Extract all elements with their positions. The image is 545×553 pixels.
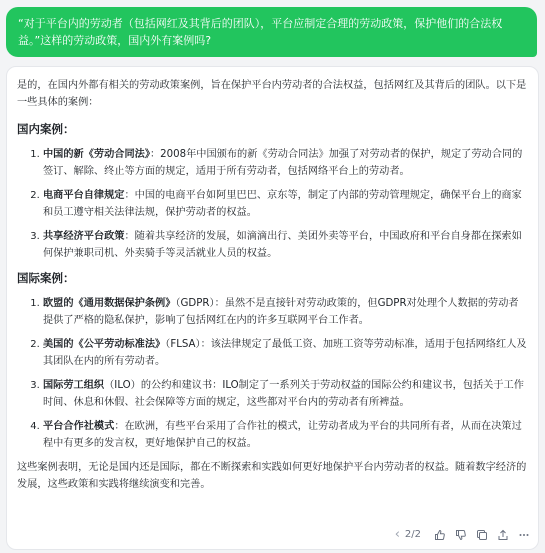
case-title: 共享经济平台政策	[43, 231, 125, 242]
thumbs-down-icon[interactable]	[455, 529, 467, 541]
page-indicator: 2/2	[404, 529, 421, 540]
case-title: 欧盟的《通用数据保护条例》	[43, 298, 176, 309]
case-text: （GDPR）：虽然不是直接针对劳动政策的，但GDPR对处理个人数据的劳动者提供了严格的隐私保护，影响了包括网红在内的许多互联网平台工作者。	[43, 298, 519, 326]
domestic-section-title: 国内案例：	[17, 122, 75, 136]
list-item	[43, 418, 528, 452]
list-item	[43, 187, 528, 221]
domestic-case-list	[17, 146, 528, 262]
list-item	[43, 295, 528, 329]
international-section-title: 国际案例：	[17, 271, 75, 285]
case-title: 美国的《公平劳动标准法》	[43, 339, 166, 350]
answer-toolbar	[395, 526, 530, 543]
case-text: （FLSA）：该法律规定了最低工资、加班工资等劳动标准，适用于包括网络红人及其团队在内的所有劳动者。	[43, 339, 527, 367]
more-icon[interactable]	[518, 529, 530, 541]
case-text: （ILO）的公约和建议书：ILO制定了一系列关于劳动权益的国际公约和建议书，包括关于工作时间、休息和休假、社会保障等方面的规定，这些都对平台内的劳动者有所裨益。	[43, 380, 524, 408]
list-item	[43, 146, 528, 180]
user-question: “对于平台内的劳动者（包括网红及其背后的团队），平台应制定合理的劳动政策，保护他们的合法权益。”这样的劳动政策，国内外有案例吗?	[18, 17, 503, 47]
answer-intro: 是的，在国内外都有相关的劳动政策案例，旨在保护平台内劳动者的合法权益，包括网红及其背后的团队。以下是一些具体的案例：	[17, 80, 527, 108]
case-title: 中国的新《劳动合同法》	[43, 149, 150, 160]
chevron-left-icon[interactable]: ‹	[394, 526, 400, 542]
response-pager	[395, 526, 421, 543]
case-text: ：随着共享经济的发展，如滴滴出行、美团外卖等平台，中国政府和平台自身都在探索如何保护兼职司机、外卖骑手等灵活就业人员的权益。	[43, 231, 522, 259]
case-title: 电商平台自律规定	[43, 190, 125, 201]
list-item	[43, 377, 528, 411]
list-item	[43, 336, 528, 370]
thumbs-up-icon[interactable]	[434, 529, 446, 541]
share-icon[interactable]	[497, 529, 509, 541]
answer-conclusion: 这些案例表明，无论是国内还是国际，都在不断探索和实践如何更好地保护平台内劳动者的权益。随着数字经济的发展，这些政策和实践将继续演变和完善。	[17, 462, 527, 490]
assistant-answer-card	[6, 66, 539, 550]
copy-icon[interactable]	[476, 529, 488, 541]
case-text: ：2008年中国颁布的新《劳动合同法》加强了对劳动者的保护，规定了劳动合同的签订、解除、终止等方面的规定，适用于所有劳动者，包括网络平台上的劳动者。	[43, 149, 523, 177]
case-title: 平台合作社模式	[43, 421, 115, 432]
list-item	[43, 228, 528, 262]
user-message-bubble	[6, 7, 537, 57]
international-case-list	[17, 295, 528, 452]
case-text: ：中国的电商平台如阿里巴巴、京东等，制定了内部的劳动管理规定，确保平台上的商家和员工遵守相关法律法规，保护劳动者的权益。	[43, 190, 522, 218]
case-title: 国际劳工组织	[43, 380, 105, 391]
case-text: ：在欧洲，有些平台采用了合作社的模式，让劳动者成为平台的共同所有者，从而在决策过程中有更多的发言权，更好地保护自己的权益。	[43, 421, 522, 449]
